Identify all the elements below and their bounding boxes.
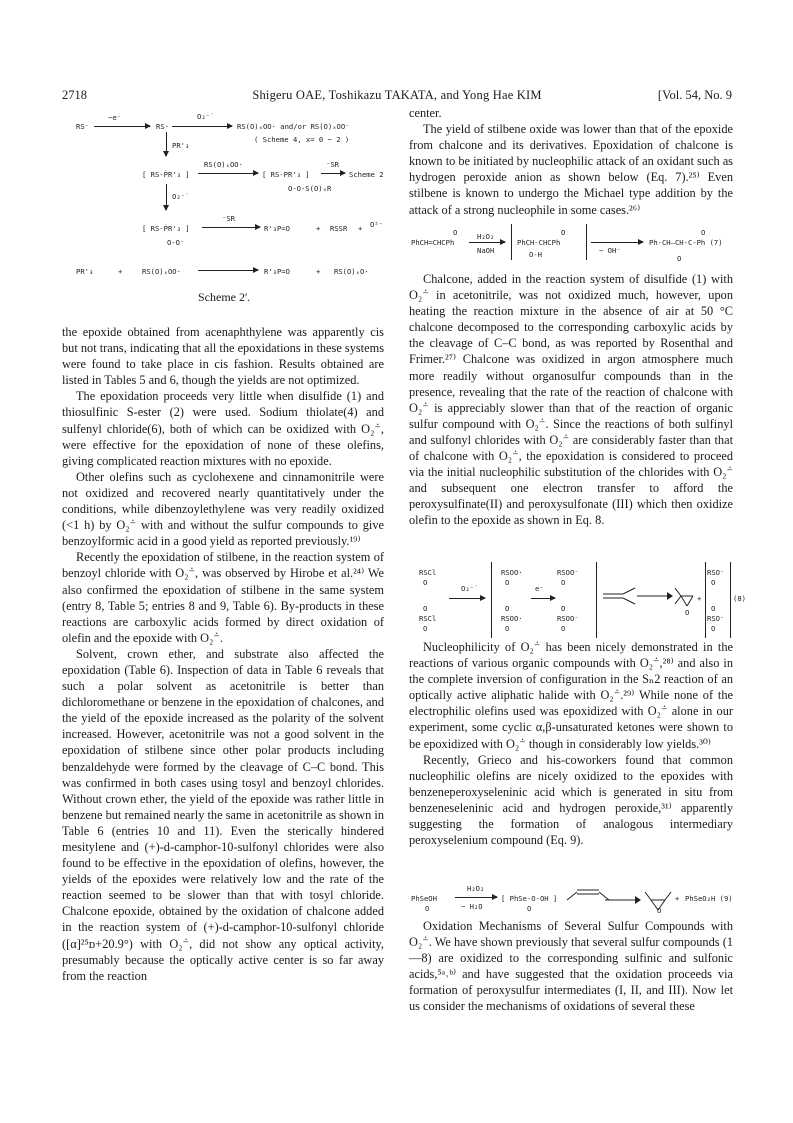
disulfide: RSSR bbox=[330, 224, 348, 233]
rscl-top: RSCl bbox=[419, 568, 437, 577]
product-carbonyl-o: O bbox=[701, 228, 706, 237]
intermediate-hydroperoxy: O-H bbox=[529, 250, 542, 259]
peroxy-sulfur-group: O-O-S(O)ₓR bbox=[288, 184, 332, 193]
peroxide-intermediate: PhCH-CHCPh bbox=[517, 238, 561, 247]
peroxy-anion-2: RSOO⁻ bbox=[557, 614, 579, 623]
arrow bbox=[591, 242, 643, 243]
arrow bbox=[449, 598, 485, 599]
vertical-arrow bbox=[166, 184, 167, 210]
arrow bbox=[531, 598, 555, 599]
peroxy-anion-2-o2: O bbox=[561, 624, 566, 633]
paragraph: Recently, Grieco and his-coworkers found that common nucleophilic olefins are nicely oxidized to the epoxides with benzeneperoxyseleninic acid which is generated in situ from benzeneseleninic acid and hydrogen peroxide,³¹⁾ apparently suggesting the formation of analogous intermediary peroxyselenium compound (Eq. 9). bbox=[409, 752, 733, 848]
scheme-2-prime bbox=[62, 112, 392, 302]
peroxyseleninic-acid: [ PhSe-O-OH ] bbox=[501, 894, 558, 903]
phosphine-oxide-2: R'₃P=O bbox=[264, 267, 290, 276]
running-authors: Shigeru OAE, Toshikazu TAKATA, and Yong Hae KIM bbox=[252, 88, 542, 102]
peroxyseleninic-acid-o: O bbox=[527, 904, 532, 913]
rscl-bot-o: O bbox=[423, 604, 428, 613]
seleninic-acid-o: O bbox=[425, 904, 430, 913]
intermediate-carbonyl-o: O bbox=[561, 228, 566, 237]
thiolate: ⁻SR bbox=[326, 160, 339, 169]
paragraph: Oxidation Mechanisms of Several Sulfur Compounds with O₂⁻̇. We have shown previously that several sulfur compounds (1—8) are oxidized to the corresponding sulfinic and sulfonic acids,⁵ᵃ˒ᵇ⁾ and have suggested that the oxidation proceeds via formation of peroxysulfur intermediates (I, II, and III). Now let us consider the mechanisms of oxidations of several these bbox=[409, 919, 733, 1014]
oxide-dianion: O²⁻ bbox=[370, 220, 383, 229]
peroxy-radical-2-o2: O bbox=[505, 624, 510, 633]
phosphine-2: PR'₃ bbox=[76, 267, 94, 276]
equation-7 bbox=[409, 228, 733, 270]
phosphonium-bracket: [ RS-PR'₃ ] bbox=[262, 170, 310, 179]
scheme-caption: Scheme 2'. bbox=[198, 290, 251, 304]
sulfinate-bot: RSO⁻ bbox=[707, 614, 725, 623]
sulfonyloxy-radical: RS(O)ₓO· bbox=[334, 267, 369, 276]
paragraph: The epoxidation proceeds very little when disulfide (1) and thiosulfinic S-ester (2) were used. Sodium thiolate(4) and sulfenyl chloride(6), both of which can be oxidized with O₂⁻̇, were effective for the epoxidation of none of these olefins, giving complicated reaction mixtures with no epoxide. bbox=[62, 389, 384, 468]
running-header bbox=[62, 88, 732, 104]
arrow bbox=[321, 173, 345, 174]
electron: e⁻ bbox=[535, 584, 544, 593]
rscl-top-o: O bbox=[423, 578, 428, 587]
plus-sign: + bbox=[358, 224, 363, 233]
right-column-middle bbox=[409, 271, 733, 529]
epoxide-o: O bbox=[685, 608, 690, 617]
scheme-2-ref: Scheme 2 bbox=[349, 170, 384, 179]
arrow bbox=[469, 242, 505, 243]
peroxy-anion-1-o: O bbox=[561, 578, 566, 587]
rs-radical: RS· bbox=[156, 122, 169, 131]
plus-sign: + bbox=[118, 267, 123, 276]
peroxy-radical: RS(O)ₓOO· bbox=[204, 160, 243, 169]
paragraph: Solvent, crown ether, and substrate also affected the epoxidation (Table 6). Inspection of data in Table 6 reveals that such a polar solvent as acetonitrile is better than dichloromethane or benzene in the epoxidation of chalcones, and the yield of the epoxide increased as the polarity of the solvent increased. However, acetonitrile was not a good solvent in the epoxidation of stilbene since other polar products including benzaldehyde were formed by the cleavage of C–C bond. This was confirmed in both cases using tosyl and benzoyl chlorides. Without crown ether, the yield of the epoxide was rather little in benzene but remained nearly the same in acetonitrile as shown in Table 6 (entries 10 and 11). Even the sterically hindered mesitylene and (+)-d-camphor-10-sulfonyl chlorides were also found to be effective in the epoxidation of olefins, however, the yields of the epoxides were relatively low and the rate of the reaction seemed to be slower than that with tosyl chloride. Chalcone epoxide, obtained by the oxidation of chalcone added in the reaction system of (+)-d-camphor-10-sulfonyl chloride ([α]²⁵ᴅ+20.9°) with O₂⁻̇, did not show any optical activity, presumably because the optically active center is so far away from the reaction bbox=[62, 646, 384, 983]
page-number: 2718 bbox=[62, 88, 87, 102]
olefin-epoxide-icon bbox=[601, 580, 697, 620]
peroxide-anion: O-O⁻ bbox=[167, 238, 185, 247]
journal-volume: [Vol. 54, No. 9 bbox=[657, 88, 732, 102]
right-column-bottom bbox=[409, 918, 733, 1015]
seleninic-acid: PhSeOH bbox=[411, 894, 437, 903]
paragraph: Recently the epoxidation of stilbene, in the reaction system of benzoyl chloride with O₂⁻̇, was observed by Hirobe et al.²⁴⁾ We also confirmed the epoxidation of stilbene in the same system (entry 8, Table 5; entries 8 and 9, Table 6). By-products in these reactions are carboxylic acids formed by direct oxidation of olefin and the epoxide with O₂⁻̇. bbox=[62, 550, 384, 645]
equation-8 bbox=[409, 566, 746, 638]
epoxide-o: O bbox=[677, 254, 682, 263]
superoxide: O₂⁻̇ bbox=[197, 112, 210, 121]
chalcone-epoxide: Ph-CH—CH-C-Ph (7) bbox=[649, 238, 723, 247]
vertical-arrow bbox=[166, 132, 167, 156]
paragraph: center. bbox=[409, 106, 442, 120]
epoxide-o: O bbox=[657, 906, 662, 915]
sulfinate-top: RSO⁻ bbox=[707, 568, 725, 577]
sulfinate-top-o: O bbox=[711, 578, 716, 587]
reagent-naoh: NaOH bbox=[477, 246, 495, 255]
phosphoranyl-intermediate-2: [ RS-ṖR'₃ ] bbox=[142, 224, 190, 233]
plus-sign: + bbox=[697, 594, 702, 603]
arrow bbox=[202, 227, 260, 228]
rscl-bot-o2: O bbox=[423, 624, 428, 633]
phosphine: PR'₃ bbox=[172, 141, 190, 150]
chalcone: PhCH=CHCPh bbox=[411, 238, 455, 247]
right-column-top bbox=[409, 105, 733, 218]
sulfinate-bot-o: O bbox=[711, 604, 716, 613]
paragraph: Nucleophilicity of O₂⁻̇ has been nicely demonstrated in the reactions of various organic compounds with O₂⁻̇,²⁸⁾ and also in the complete inversion of configuration in the Sₙ2 reaction of an optically active aliphatic halide with O₂⁻̇.²⁹⁾ While none of the electrophilic olefins used was epoxidized with O₂⁻̇ alone in our experiment, some cyclic α,β-unsaturated ketones were shown to be epoxidized with O₂⁻̇ though in considerably low yields.³⁰⁾ bbox=[409, 640, 733, 751]
peroxy-radical-1: RSOO· bbox=[501, 568, 523, 577]
rs-anion: RS⁻ bbox=[76, 122, 89, 131]
benzeneseleninic-product: PhSeO₂H (9) bbox=[685, 894, 733, 903]
sulfinate-bot-o2: O bbox=[711, 624, 716, 633]
peroxy-anion-1: RSOO⁻ bbox=[557, 568, 579, 577]
arrow bbox=[94, 126, 150, 127]
superoxide: O₂⁻̇ bbox=[461, 584, 474, 593]
arrow bbox=[198, 173, 258, 174]
peroxy-radical-2: RS(O)ₓOO· bbox=[142, 267, 181, 276]
plus-sign: + bbox=[316, 224, 321, 233]
peroxy-radical-2: RSOO· bbox=[501, 614, 523, 623]
equation-9 bbox=[409, 884, 733, 918]
peroxy-radical-2-o: O bbox=[505, 604, 510, 613]
arrow bbox=[455, 897, 497, 898]
minus-hydroxide: − OH⁻ bbox=[599, 246, 621, 255]
scheme-note: ( Scheme 4, x= 0 − 2 ) bbox=[254, 135, 350, 144]
superoxide-2: O₂⁻̇ bbox=[172, 192, 185, 201]
phosphine-oxide: R'₃P=O bbox=[264, 224, 290, 233]
plus-sign: + bbox=[316, 267, 321, 276]
paragraph: The yield of stilbene oxide was lower than that of the epoxide from chalcone and its derivatives. Epoxidation of chalcone is known to be initiated by nucleophilic attack of an oxidant such as hydrogen peroxide anion as shown below (Eq. 7).²⁵⁾ Even stilbene is known to undergo the Michael type addition by the attack of a strong nucleophile in some cases.²⁶⁾ bbox=[409, 122, 733, 217]
arrow bbox=[172, 126, 232, 127]
minus-electron: −e⁻ bbox=[108, 113, 121, 122]
oxidation-products: RS(O)ₓOO· and/or RS(O)ₓOO⁻ bbox=[237, 122, 350, 131]
reagent-h2o2: H₂O₂ bbox=[477, 232, 495, 241]
thiolate-2: ⁻SR bbox=[222, 214, 235, 223]
reagent-h2o2: H₂O₂ bbox=[467, 884, 485, 893]
minus-water: − H₂O bbox=[461, 902, 483, 911]
phosphoranyl-intermediate: [ RS-ṖR'₃ ] bbox=[142, 170, 190, 179]
paragraph: the epoxide obtained from acenaphthylene was apparently cis but not trans, indicating that all the epoxidations in these systems were found to take place in cis fashion. Results obtained are listed in Tables 5 and 6, though the yields are not optimized. bbox=[62, 325, 384, 388]
arrow bbox=[198, 270, 258, 271]
chalcone-carbonyl-o: O bbox=[453, 228, 458, 237]
paragraph: Other olefins such as cyclohexene and cinnamonitrile were not oxidized and recovered nearly quantitatively under the conditions, while dibenzoylethylene was very readily oxidized (<1 h) by O₂⁻̇ with and without the sulfur compounds to give benzoylformic acid in a good yield as reported previously.¹⁹⁾ bbox=[62, 469, 384, 549]
equation-label: (8) bbox=[733, 594, 746, 603]
peroxy-anion-2-o: O bbox=[561, 604, 566, 613]
paragraph: Chalcone, added in the reaction system of disulfide (1) with O₂⁻̇ in acetonitrile, was not oxidized much, however, upon heating the reaction mixture in the absence of air at 50 °C chalcone decomposed to the corresponding carboxylic acids by the cleavage of C–C bond, as was reported by Rosenthal and Frimer.²⁷⁾ Chalcone was oxidized in argon atmosphere much more readily without organosulfur compounds than in the presence, revealing that the rate of the reaction of chalcone with O₂⁻̇ is appreciably slower than that of the reaction of organic sulfur compound with O₂⁻̇. Since the reactions of both sulfinyl and sulfonyl chlorides with O₂⁻̇ are considerably faster than that of chalcone with O₂⁻̇, the epoxidation is considered to proceed via the initial nucleophilic substitution of the chlorides with O₂⁻̇ and subsequent one electron transfer to afford the peroxysulfinate(II) and peroxysulfonate (III) which then oxidize olefin to the epoxide as shown in Eq. 8. bbox=[409, 272, 733, 528]
peroxy-radical-1-o: O bbox=[505, 578, 510, 587]
plus-sign: + bbox=[675, 894, 680, 903]
right-column-lower bbox=[409, 639, 733, 848]
left-column bbox=[62, 324, 384, 984]
rscl-bot: RSCl bbox=[419, 614, 437, 623]
